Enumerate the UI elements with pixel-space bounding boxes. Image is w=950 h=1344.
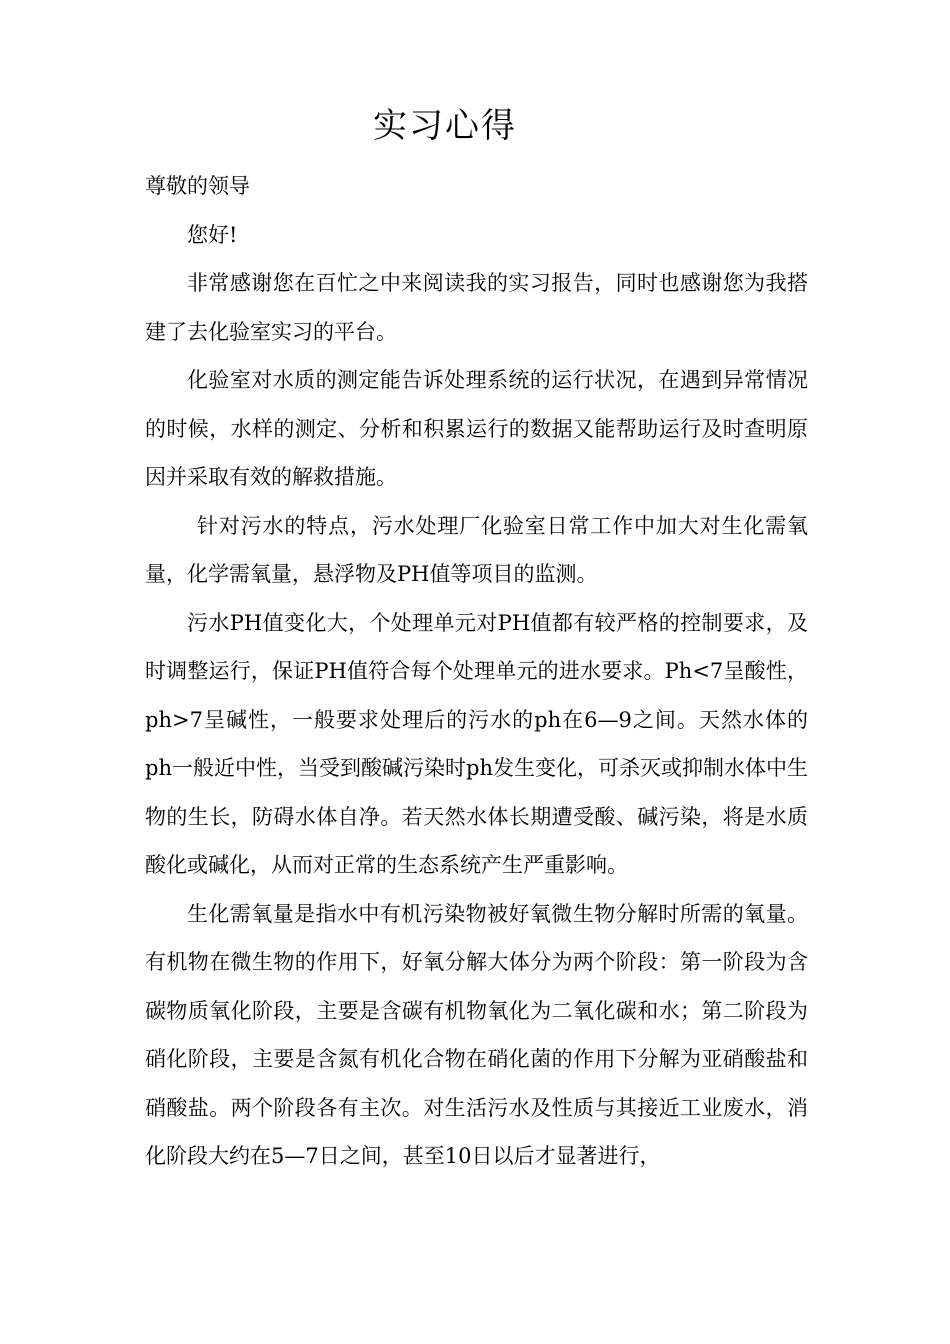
paragraph: 针对污水的特点，污水处理厂化验室日常工作中加大对生化需氧量，化学需氧量，悬浮物及PH值等项目的监测。: [145, 513, 808, 586]
salutation: 尊敬的领导: [145, 174, 250, 198]
document-body: [145, 162, 808, 1181]
paragraph: 化验室对水质的测定能告诉处理系统的运行状况，在遇到异常情况的时候，水样的测定、分析和积累运行的数据又能帮助运行及时查明原因并采取有效的解救措施。: [145, 368, 808, 489]
document-title: 实习心得: [373, 106, 517, 146]
paragraph: 生化需氧量是指水中有机污染物被好氧微生物分解时所需的氧量。有机物在微生物的作用下，好氧分解大体分为两个阶段：第一阶段为含碳物质氧化阶段，主要是含碳有机物氧化为二氧化碳和水；第二阶段为硝化阶段，主要是含氮有机化合物在硝化菌的作用下分解为亚硝酸盐和硝酸盐。两个阶段各有主次。对生活污水及性质与其接近工业废水，消化阶段大约在5—7日之间，甚至10日以后才显著进行，: [145, 901, 808, 1168]
greeting: 您好!: [187, 222, 238, 247]
paragraph: 非常感谢您在百忙之中来阅读我的实习报告，同时也感谢您为我搭建了去化验室实习的平台。: [145, 271, 808, 344]
paragraph: 污水PH值变化大，个处理单元对PH值都有较严格的控制要求，及时调整运行，保证PH值符合每个处理单元的进水要求。Ph<7呈酸性，ph>7呈碱性，一般要求处理后的污水的ph在6—9之间。天然水体的ph一般近中性，当受到酸碱污染时ph发生变化，可杀灭或抑制水体中生物的生长，防碍水体自净。若天然水体长期遭受酸、碱污染，将是水质酸化或碱化，从而对正常的生态系统产生严重影响。: [145, 610, 808, 877]
